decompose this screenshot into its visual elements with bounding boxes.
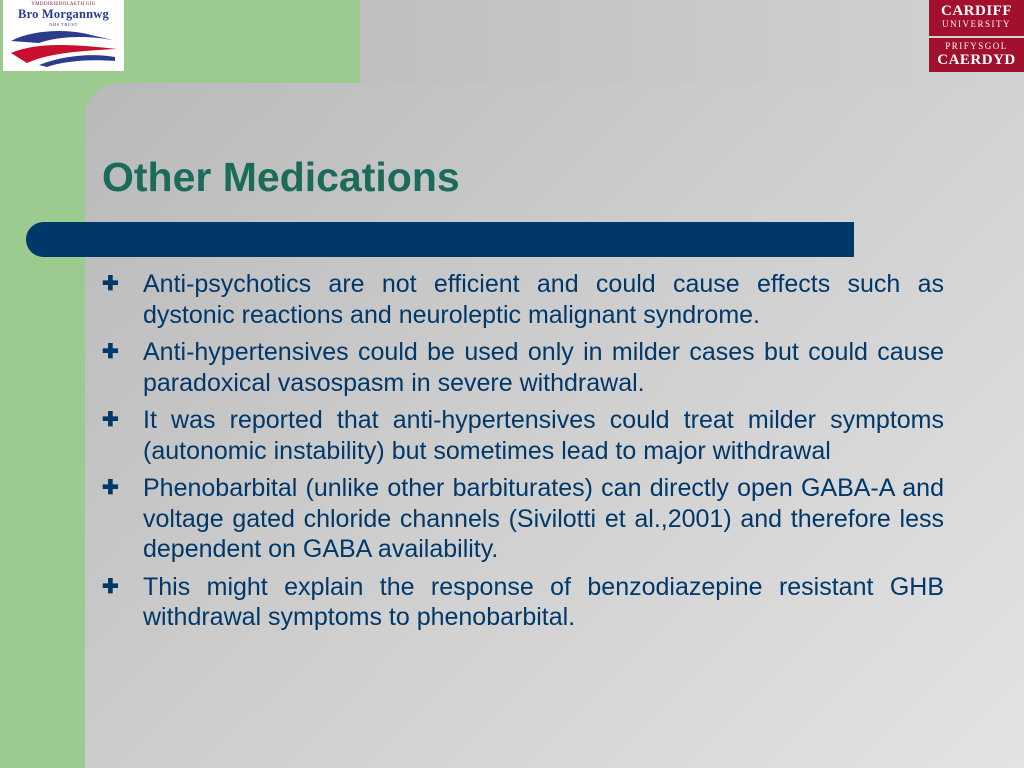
plus-icon: ✚ [102, 273, 119, 295]
bullet-text: Phenobarbital (unlike other barbiturates) can directly open GABA-A and voltage gated chloride channels (Sivilotti et al.,2001) and therefore less dependent on GABA availability. [143, 474, 944, 563]
bullet-item [102, 405, 944, 466]
nhs-logo-subtext: NHS TRUST [49, 22, 78, 27]
plus-icon: ✚ [102, 575, 119, 598]
bullet-list [102, 269, 944, 640]
cardiff-university-logo [929, 0, 1024, 72]
nhs-trust-logo [3, 0, 124, 71]
title-underline-bar [26, 222, 854, 257]
nhs-logo-top-text: YMDDIRIEDOLAETH GIG [31, 2, 96, 7]
nhs-logo-name: Bro Morgannwg [18, 7, 109, 21]
cardiff-logo-line4: CAERDYD [937, 52, 1016, 68]
bullet-item [102, 269, 944, 330]
plus-icon: ✚ [102, 477, 119, 499]
plus-icon: ✚ [102, 341, 119, 363]
cardiff-logo-english [929, 0, 1024, 36]
cardiff-logo-line1: CARDIFF [941, 3, 1012, 19]
plus-icon: ✚ [102, 409, 119, 431]
cardiff-logo-line2: UNIVERSITY [942, 19, 1011, 29]
slide-title: Other Medications [102, 154, 460, 200]
bullet-text: It was reported that anti-hypertensives could treat milder symptoms (autonomic instability) but sometimes lead to major withdrawal [143, 406, 944, 465]
cardiff-logo-line3: PRIFYSGOL [945, 41, 1008, 51]
nhs-swoosh-icon [9, 27, 119, 69]
bullet-text: This might explain the response of benzodiazepine resistant GHB withdrawal symptoms to phenobarbital. [143, 572, 944, 631]
bullet-item [102, 473, 944, 565]
bullet-text: Anti-psychotics are not efficient and could cause effects such as dystonic reactions and neuroleptic malignant syndrome. [143, 270, 944, 329]
cardiff-logo-welsh [929, 38, 1024, 72]
bullet-text: Anti-hypertensives could be used only in milder cases but could cause paradoxical vasospasm in severe withdrawal. [143, 338, 944, 397]
bullet-item [102, 572, 944, 633]
header-background-panel [360, 0, 1024, 83]
bullet-item [102, 337, 944, 398]
